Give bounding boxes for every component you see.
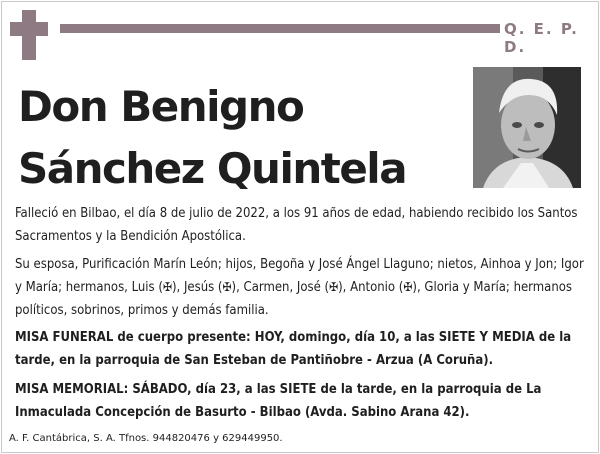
family-text-c: ), Carmen, José ( (231, 280, 330, 295)
portrait-photo (473, 67, 581, 188)
deceased-name-line1: Don Benigno (18, 82, 304, 131)
death-notice-paragraph: Falleció en Bilbao, el día 8 de julio de 2022, a los 91 años de edad, habiendo recibido los Santos Sacramentos y la Bendición Apostólica. (15, 206, 578, 244)
cross-icon: ✠ (329, 280, 339, 294)
funeral-mass-paragraph: MISA FUNERAL de cuerpo presente: HOY, domingo, día 10, a las SIETE Y MEDIA de la tarde, en la parroquia de San Esteban de Pantiñobre - Arzua (A Coruña). (15, 330, 572, 368)
family-paragraph (15, 253, 585, 322)
family-text-b: ), Jesús ( (171, 280, 223, 295)
memorial-mass-paragraph: MISA MEMORIAL: SÁBADO, día 23, a las SIETE de la tarde, en la parroquia de La Inmaculada Concepción de Basurto - Bilbao (Avda. Sabino Arana 42). (15, 382, 542, 420)
qepd-label: Q. E. P. D. (504, 20, 579, 56)
funeral-home-footer: A. F. Cantábrica, S. A. Tfnos. 944820476 y 629449950. (9, 433, 283, 444)
family-text-a: Su esposa, Purificación Marín León; hijos, Begoña y José Ángel Llaguno; nietos, Ainhoa y Jon; Igor y María; hermanos, Luis ( (15, 257, 584, 295)
cross-icon: ✠ (162, 280, 172, 294)
deceased-name-line2: Sánchez Quintela (18, 144, 407, 193)
cross-icon: ✠ (222, 280, 232, 294)
cross-icon: ✠ (403, 280, 413, 294)
family-text-d: ), Antonio ( (338, 280, 404, 295)
header-band (60, 24, 500, 33)
family-text-e: ), Gloria y María; hermanos políticos, sobrinos, primos y demás familia. (15, 280, 572, 318)
